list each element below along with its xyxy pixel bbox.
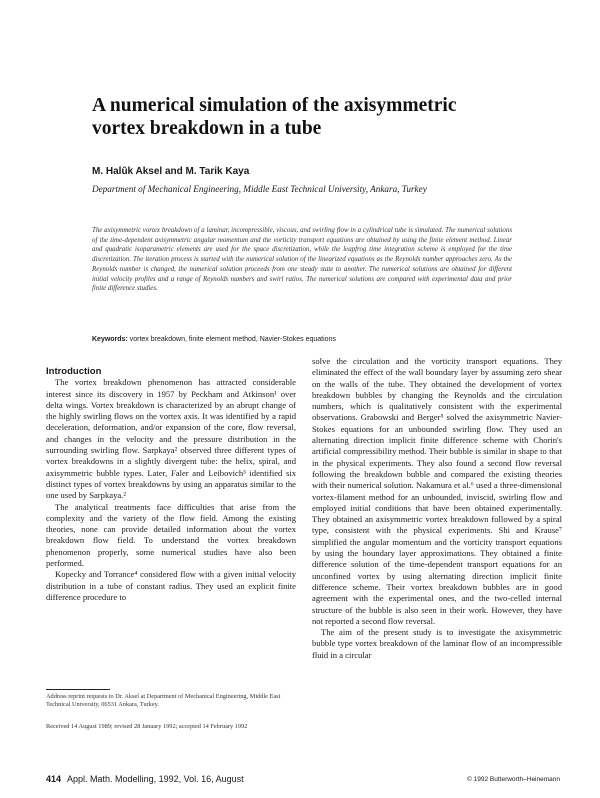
- paper-title: A numerical simulation of the axisymmetric vortex breakdown in a tube: [92, 95, 457, 139]
- keywords-label: Keywords:: [92, 336, 128, 343]
- keywords: [92, 336, 512, 343]
- footnote-address: Address reprint requests to Dr. Aksel at Department of Mechanical Engineering, Middle East Technical University, 06531 Ankara, Turkey.: [46, 693, 281, 709]
- intro-paragraph-1: The vortex breakdown phenomenon has attracted considerable interest since its discovery in 1957 by Peckham and Atkinson¹ over delta wings. Vortex breakdown is characterized by an abrupt change of the highly swirling flows on the vortex axis. It was identified by a rapid deceleration, deformation, and/or expansion of the core, flow reversal, and changes in the velocity and the pressure distribution in the surrounding swirling flow. Sarpkaya² observed three different types of vortex breakdowns in a slightly divergent tube: the helix, spiral, and axisymmetric bubble types. Later, Faler and Leibovich³ identified six distinct types of vortex breakdowns by using an apparatus similar to the one used by Sarpkaya.²: [46, 377, 296, 501]
- keywords-text: vortex breakdown, finite element method, Navier-Stokes equations: [129, 336, 336, 343]
- right-column: [312, 356, 562, 661]
- footnote-divider: [46, 689, 110, 690]
- journal-citation: Appl. Math. Modelling, 1992, Vol. 16, August: [67, 774, 244, 784]
- right-paragraph-1: solve the circulation and the vorticity transport equations. They eliminated the effect of the wall boundary layer by assuming zero shear on the walls of the tube. They obtained the development of vortex breakdown bubbles by changing the Reynolds and the circulation numbers, which is qualitatively consistent with the experimental observations. Grabowski and Berger⁵ solved the axisymmetric Navier-Stokes equations for an unbounded swirling flow. They used an alternating direction implicit finite difference scheme with Chorin's artificial compressibility method. Their bubble is similar in shape to that in the physical experiments. They also found a second flow reversal following the breakdown bubble and compared the existing theories with their numerical solution. Nakamura et al.⁶ used a three-dimensional vortex-filament method for an unbounded, inviscid, swirling flow and employed initial conditions that have been obtained experimentally. They obtained an axisymmetric vortex breakdown followed by a spiral type, consistent with the physical experiments. Shi and Krause⁷ simplified the angular momentum and the vorticity transport equations by using the boundary layer approximations. They obtained a finite difference solution of the time-dependent transport equations for an unconfined vortex by using alternating direction implicit finite difference scheme. Their vortex breakdown bubbles are in good agreement with the experimental ones, and the two-celled internal structure of the bubble is also seen in their work. However, they have not reported a second flow reversal.: [312, 356, 562, 626]
- footnote-received: Received 14 August 1989; revised 28 January 1992; accepted 14 February 1992: [46, 723, 248, 730]
- page-number: 414: [46, 774, 62, 784]
- left-column: [46, 366, 296, 603]
- intro-paragraph-2: The analytical treatments face difficulties that arise from the complexity and the variety of the flow field. Among the existing theories, none can provide detailed information about the vortex breakdown flow field. To understand the vortex breakdown phenomenon properly, some numerical studies have also been performed.: [46, 501, 296, 569]
- authors: M. Halûk Aksel and M. Tarik Kaya: [92, 166, 250, 177]
- page-footer: [46, 774, 244, 784]
- right-paragraph-2: The aim of the present study is to investigate the axisymmetric bubble type vortex breakdown of the laminar flow of an incompressible fluid in a circular: [312, 627, 562, 660]
- section-heading-introduction: Introduction: [46, 366, 102, 377]
- intro-paragraph-3: Kopecky and Torrance⁴ considered flow with a given initial velocity distribution in a tube of constant radius. They used an explicit finite difference procedure to: [46, 569, 296, 602]
- affiliation: Department of Mechanical Engineering, Middle East Technical University, Ankara, Turkey: [92, 184, 427, 194]
- abstract: The axisymmetric vortex breakdown of a laminar, incompressible, viscous, and swirling flow in a cylindrical tube is simulated. The numerical solutions of the time-dependent axisymmetric angular momentum and the vorticity transport equations are obtained by using the finite element method. Linear and quadratic isoparametric elements are used for the space discretization, while the leapfrog time integration scheme is employed for the time discretization. The iteration process is started with the numerical solution of the linearized equations as the Reynolds number approaches zero. As the Reynolds number is changed, the numerical solution proceeds from one steady state to another. The numerical solutions are obtained for different initial velocity profiles and a range of Reynolds numbers and swirl ratios. The numerical solutions are compared with experimental data and prior finite difference studies.: [92, 227, 512, 293]
- copyright: © 1992 Butterworth–Heinemann: [467, 776, 560, 783]
